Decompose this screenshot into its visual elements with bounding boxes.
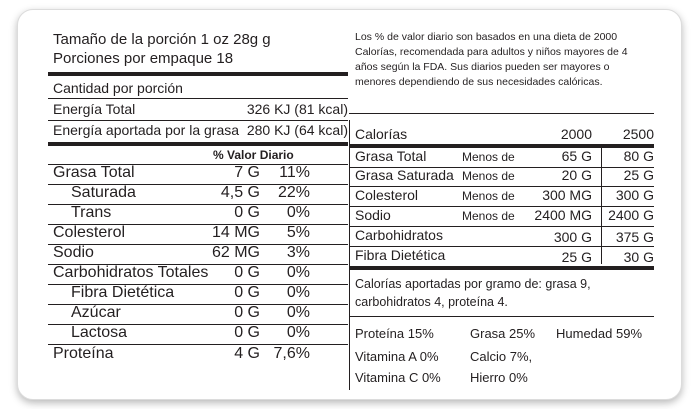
daily-value-2500: 30 G xyxy=(623,249,654,265)
nutrient-dv: 22% xyxy=(277,184,310,201)
divider-amount xyxy=(48,98,348,99)
amount-per-serving: Cantidad por porción xyxy=(53,80,183,96)
iron: Hierro 0% xyxy=(470,370,528,385)
daily-value-2000: 65 G xyxy=(561,148,592,164)
daily-value-2000: 25 G xyxy=(561,249,592,265)
daily-value-2000: 300 MG xyxy=(542,187,592,203)
divider-dv xyxy=(48,142,348,146)
daily-value-2000: 20 G xyxy=(561,167,592,183)
daily-nutrient: Grasa Saturada xyxy=(355,167,454,183)
nutrient-name: Carbohidratos Totales xyxy=(53,264,209,281)
nutrient-amount: 14 MG xyxy=(211,224,260,241)
nutrient-dv: 3% xyxy=(286,244,310,261)
daily-qualifier: Menos de xyxy=(462,189,515,203)
nutrient-dv: 0% xyxy=(286,304,310,321)
daily-value-2000: 2400 MG xyxy=(534,207,592,223)
daily-qualifier: Menos de xyxy=(462,150,515,164)
daily-value-2500: 80 G xyxy=(623,148,654,164)
daily-qualifier: Menos de xyxy=(462,209,515,223)
nutrient-amount: 4,5 G xyxy=(220,184,260,201)
calcium: Calcio 7%, xyxy=(470,349,533,364)
vitamin-a: Vitamina A 0% xyxy=(355,349,439,364)
calories-2500: 2500 xyxy=(622,126,654,142)
nutrient-amount: 0 G xyxy=(234,304,260,321)
daily-value-2500: 25 G xyxy=(623,167,654,183)
nutrient-amount: 0 G xyxy=(234,264,260,281)
nutrient-name: Colesterol xyxy=(53,224,126,241)
nutrient-name: Trans xyxy=(71,204,112,221)
nutrient-dv: 0% xyxy=(286,264,310,281)
daily-nutrient: Carbohidratos xyxy=(355,227,443,243)
nutrient-dv: 0% xyxy=(286,284,310,301)
daily-value-2500: 375 G xyxy=(615,229,654,245)
nutrient-amount: 62 MG xyxy=(211,244,260,261)
nutrient-name: Grasa Total xyxy=(53,164,135,181)
fat-percent: Grasa 25% xyxy=(470,326,536,341)
energy-label: Energía Total xyxy=(53,101,136,117)
calories-2000: 2000 xyxy=(560,126,592,142)
fat-energy-value: 280 KJ (64 kcal) xyxy=(246,122,348,138)
daily-qualifier: Menos de xyxy=(462,169,515,183)
nutrient-name: Lactosa xyxy=(71,324,128,341)
daily-nutrient: Sodio xyxy=(355,207,391,223)
daily-nutrient: Colesterol xyxy=(355,187,419,203)
nutrient-name: Sodio xyxy=(53,244,94,261)
divider-right-top xyxy=(349,113,654,114)
divider-serving xyxy=(48,72,348,76)
nutrient-dv: 5% xyxy=(286,224,310,241)
nutrient-name: Proteína xyxy=(53,345,114,362)
fat-energy-label: Energía aportada por la grasa xyxy=(53,122,240,138)
dv-header: % Valor Diario xyxy=(213,148,294,162)
nutrient-dv: 7,6% xyxy=(273,345,310,362)
nutrient-amount: 0 G xyxy=(234,204,260,221)
daily-nutrient: Grasa Total xyxy=(355,148,427,164)
servings-per-container: Porciones por empaque 18 xyxy=(53,50,234,67)
divider-daily-bottom xyxy=(349,266,654,270)
protein-percent: Proteína 15% xyxy=(355,326,434,341)
dv-footnote: Los % de valor diario son basados en una dieta de 2000 Calorías, recomendada para adultos y niños mayores de 4 años según la FDA. Sus diarios pueden ser mayores o menores dependiendo de sus necesidades calóricas. xyxy=(355,31,628,88)
daily-value-2500: 300 G xyxy=(615,187,654,203)
humidity-percent: Humedad 59% xyxy=(556,326,642,341)
nutrient-name: Saturada xyxy=(71,184,136,201)
nutrient-amount: 0 G xyxy=(234,324,260,341)
divider-energy xyxy=(48,120,348,121)
nutrient-dv: 0% xyxy=(286,324,310,341)
calories-per-gram-note: Calorías aportadas por gramo de: grasa 9, carbohidratos 4, proteína 4. xyxy=(355,277,591,309)
serving-size: Tamaño de la porción 1 oz 28g g xyxy=(53,31,271,48)
nutrient-name: Fibra Dietética xyxy=(71,284,175,301)
daily-nutrient: Fibra Dietética xyxy=(355,247,446,263)
nutrient-name: Azúcar xyxy=(71,304,121,321)
energy-value: 326 KJ (81 kcal) xyxy=(246,101,348,117)
divider-composition xyxy=(349,316,654,317)
nutrient-amount: 4 G xyxy=(234,345,260,362)
panel-divider xyxy=(349,120,350,390)
calories-header-label: Calorías xyxy=(355,126,408,142)
nutrient-dv: 11% xyxy=(279,164,310,181)
nutrient-amount: 0 G xyxy=(234,284,260,301)
nutrient-dv: 0% xyxy=(286,204,310,221)
vitamin-c: Vitamina C 0% xyxy=(355,370,441,385)
daily-value-2500: 2400 G xyxy=(608,207,654,223)
daily-value-2000: 300 G xyxy=(553,229,592,245)
nutrient-amount: 7 G xyxy=(234,164,260,181)
